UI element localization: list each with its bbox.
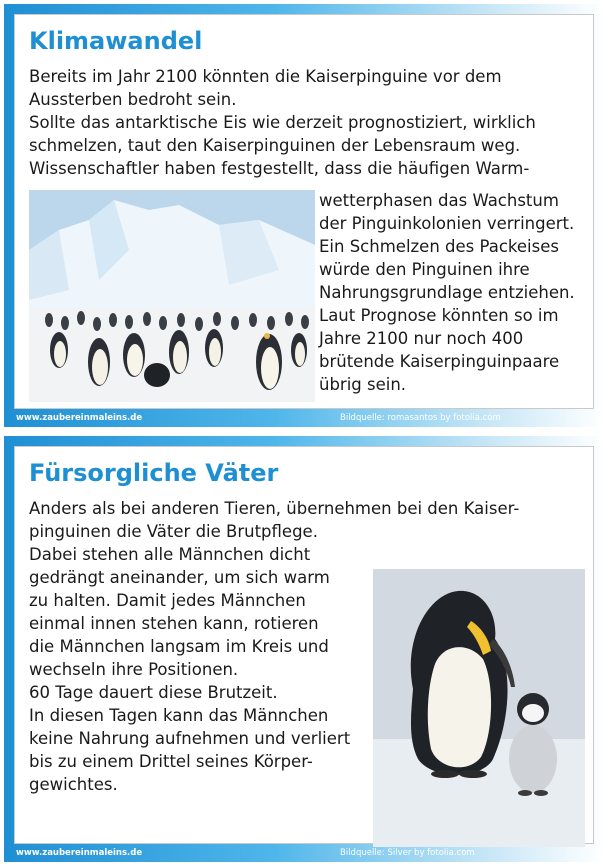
footer-image-credit: Bildquelle: romasantos by fotolia.com xyxy=(340,413,501,423)
card-content xyxy=(14,14,594,409)
card-footer xyxy=(4,844,604,862)
card-title: Klimawandel xyxy=(29,27,203,55)
card-text-body: Dabei stehen alle Männchen dicht gedrängt aneinander, um sich warm zu halten. Damit jedes Männchen einmal innen stehen kann, rotieren die Männchen langsam im Kreis und wechseln ihre Positionen. 60 Tage dauert diese Brutzeit. In diesen Tagen kann das Männchen keine Nahrung aufnehmen und verliert bis zu einem Drittel seines Körper- gewichtes. xyxy=(29,545,351,794)
card-text-side: wetterphasen das Wachstum der Pinguinkolonien verringert. Ein Schmelzen des Packeises würde den Pinguinen ihre Nahrungsgrundlage entziehen. Laut Prognose könnten so im Jahre 2100 nur noch 400 brütende Kaiserpinguinpaare übrig sein. xyxy=(319,191,575,394)
card-text-top: Anders als bei anderen Tieren, übernehmen bei den Kaiser- pinguinen die Väter die Brutpflege. xyxy=(29,499,520,541)
penguin-colony-photo xyxy=(29,190,315,402)
footer-website: www.zaubereinmaleins.de xyxy=(16,413,143,423)
card-footer xyxy=(4,409,604,427)
card-fuersorgliche-vaeter xyxy=(4,436,604,862)
card-klimawandel xyxy=(4,4,604,427)
penguin-father-chick-image xyxy=(373,569,585,847)
card-title: Fürsorgliche Väter xyxy=(29,459,279,487)
card-text-top: Bereits im Jahr 2100 könnten die Kaiserpinguine vor dem Aussterben bedroht sein. Sollte das antarktische Eis wie derzeit prognostiziert, wirklich schmelzen, taut den Kaiserpinguinen der Lebensraum weg. Wissenschaftler haben festgestellt, dass die häufigen Warm- xyxy=(29,67,536,178)
card-content xyxy=(14,446,594,844)
footer-image-credit: Bildquelle: Silver by fotolia.com xyxy=(340,848,475,858)
footer-website: www.zaubereinmaleins.de xyxy=(16,848,143,858)
penguin-father-chick-photo xyxy=(373,569,585,847)
penguin-colony-image xyxy=(29,190,315,402)
